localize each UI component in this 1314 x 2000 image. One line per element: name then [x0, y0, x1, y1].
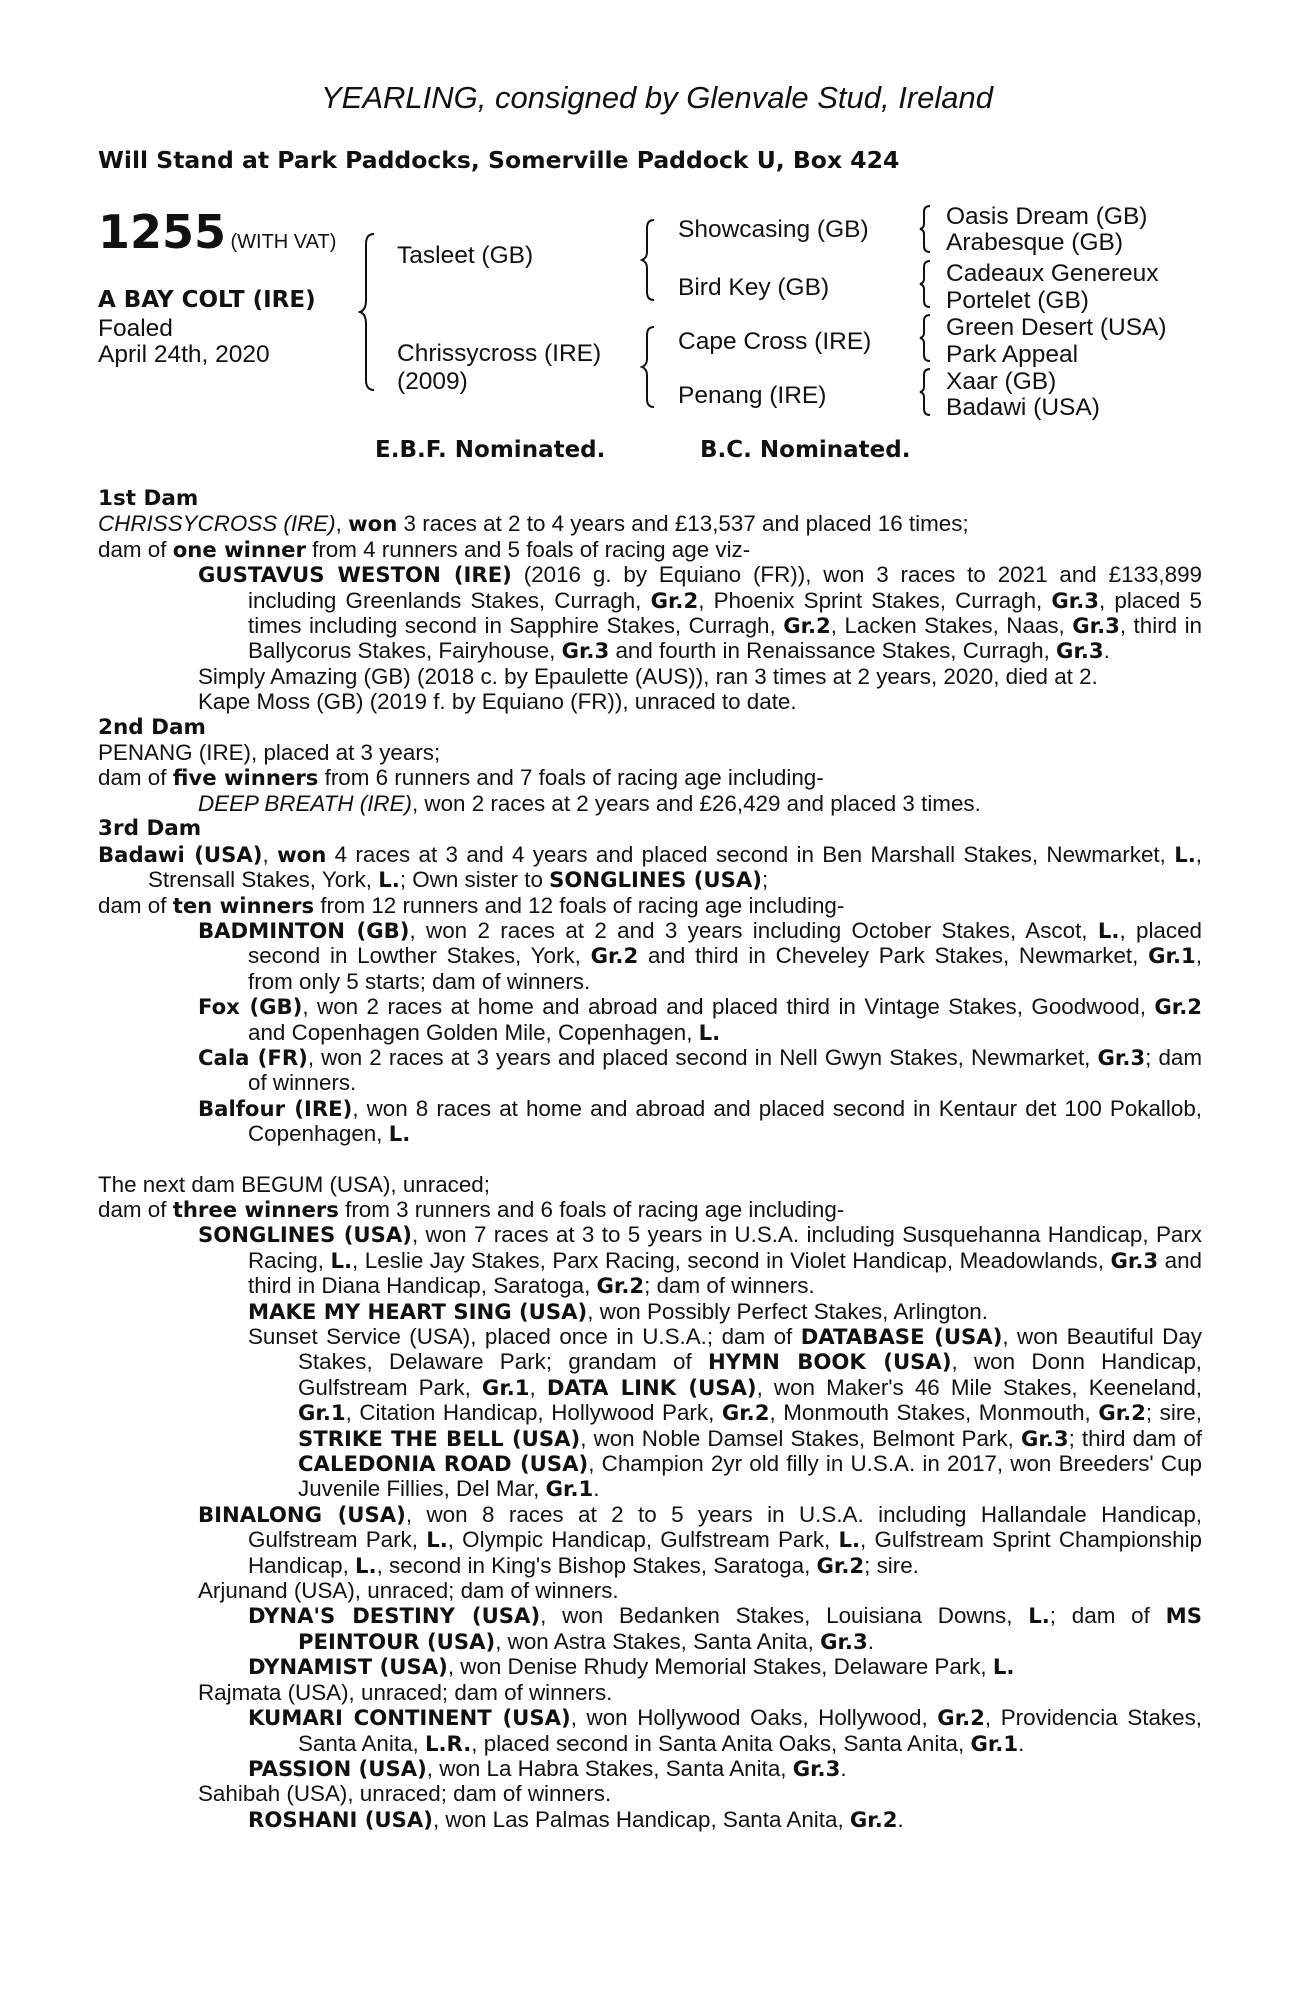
pedigree-brace-dam	[640, 325, 658, 409]
produce-record	[98, 486, 1202, 1832]
pedigree-sire-sire: Showcasing (GB)	[678, 216, 869, 243]
produce-entry: BINALONG (USA), won 8 races at 2 to 5 years in U.S.A. including Hallandale Handicap, Gulfstream Park, L., Olympic Handicap, Gulfstream Park, L., Gulfstream Sprint Championship Handicap, L., second in King's Bishop Stakes, Saratoga, Gr.2; sire.	[198, 1501, 1203, 1578]
produce-entry: KUMARI CONTINENT (USA), won Hollywood Oaks, Hollywood, Gr.2, Providencia Stakes, Santa Anita, L.R., placed second in Santa Anita Oaks, Santa Anita, Gr.1.	[248, 1705, 1202, 1756]
pedigree-sdd: Portelet (GB)	[946, 287, 1089, 314]
pedigree-sss: Oasis Dream (GB)	[946, 203, 1148, 230]
pedigree-brace-main	[358, 232, 378, 392]
second-dam-line: PENANG (IRE), placed at 3 years;	[98, 740, 441, 766]
pedigree-dam-dam: Penang (IRE)	[678, 382, 827, 409]
produce-entry: DYNA'S DESTINY (USA), won Bedanken Stakes, Louisiana Downs, L.; dam of MS PEINTOUR (USA), won Astra Stakes, Santa Anita, Gr.3.	[248, 1603, 1202, 1654]
first-dam-line: CHRISSYCROSS (IRE), won 3 races at 2 to 4 years and £13,537 and placed 16 times;	[98, 511, 969, 537]
pedigree-brace-ss	[918, 204, 934, 254]
pedigree-dam-sire: Cape Cross (IRE)	[678, 328, 872, 355]
pedigree-brace-ds	[918, 313, 934, 363]
produce-entry: Kape Moss (GB) (2019 f. by Equiano (FR)), unraced to date.	[198, 689, 797, 715]
bc-nomination: B.C. Nominated.	[700, 437, 911, 463]
pedigree-sire: Tasleet (GB)	[397, 242, 534, 269]
ebf-nomination: E.B.F. Nominated.	[375, 437, 606, 463]
produce-entry: Sahibah (USA), unraced; dam of winners.	[198, 1781, 612, 1807]
pedigree-brace-dd	[918, 367, 934, 417]
produce-entry: Balfour (IRE), won 8 races at home and abroad and placed second in Kentaur det 100 Pokallob, Copenhagen, L.	[198, 1095, 1202, 1147]
produce-entry: SONGLINES (USA), won 7 races at 3 to 5 years in U.S.A. including Susquehanna Handicap, Parx Racing, L., Leslie Jay Stakes, Parx Racing, second in Violet Handicap, Meadowlands, Gr.3 and third in Diana Handicap, Saratoga, Gr.2; dam of winners.	[198, 1222, 1202, 1299]
produce-entry: Fox (GB), won 2 races at home and abroad and placed third in Vintage Stakes, Goodwood, Gr.2 and Copenhagen Golden Mile, Copenhagen, L.	[198, 994, 1203, 1045]
produce-entry: Rajmata (USA), unraced; dam of winners.	[198, 1679, 613, 1705]
lot-number-line	[98, 205, 336, 259]
produce-entry: ROSHANI (USA), won Las Palmas Handicap, Santa Anita, Gr.2.	[248, 1806, 904, 1832]
third-dam-line: Badawi (USA), won 4 races at 3 and 4 years and placed second in Ben Marshall Stakes, Newmarket, L., Strensall Stakes, York, L.; Own sister to SONGLINES (USA);	[98, 841, 1202, 893]
foaled-label: Foaled	[98, 315, 173, 342]
pedigree-dam: Chrissycross (IRE)	[397, 340, 602, 367]
pedigree-ddd: Badawi (USA)	[946, 394, 1100, 421]
produce-entry: MAKE MY HEART SING (USA), won Possibly Perfect Stakes, Arlington.	[248, 1298, 988, 1324]
produce-entry: BADMINTON (GB), won 2 races at 2 and 3 years including October Stakes, Ascot, L., placed second in Lowther Stakes, York, Gr.2 and third in Cheveley Park Stakes, Newmarket, Gr.1, from only 5 starts; dam of winners.	[198, 917, 1202, 994]
pedigree-brace-sd	[918, 259, 934, 309]
pedigree-dds: Xaar (GB)	[946, 368, 1057, 395]
pedigree-dsd: Park Appeal	[946, 341, 1079, 368]
page-title: YEARLING, consigned by Glenvale Stud, Ireland	[320, 80, 994, 115]
lot-number: 1255	[98, 205, 227, 259]
first-dam-heading: 1st Dam	[98, 486, 199, 511]
location-line: Will Stand at Park Paddocks, Somerville Paddock U, Box 424	[98, 146, 900, 174]
produce-entry: GUSTAVUS WESTON (IRE) (2016 g. by Equiano (FR)), won 3 races to 2021 and £133,899 including Greenlands Stakes, Curragh, Gr.2, Phoenix Sprint Stakes, Curragh, Gr.3, placed 5 times including second in Sapphire Stakes, Curragh, Gr.2, Lacken Stakes, Naas, Gr.3, third in Ballycorus Stakes, Fairyhouse, Gr.3 and fourth in Renaissance Stakes, Curragh, Gr.3.	[198, 562, 1202, 664]
pedigree-dam-year: (2009)	[397, 368, 468, 395]
produce-entry: Sunset Service (USA), placed once in U.S.A.; dam of DATABASE (USA), won Beautiful Day Stakes, Delaware Park; grandam of HYMN BOOK (USA), won Donn Handicap, Gulfstream Park, Gr.1, DATA LINK (USA), won Maker's 46 Mile Stakes, Keeneland, Gr.1, Citation Handicap, Hollywood Park, Gr.2, Monmouth Stakes, Monmouth, Gr.2; sire, STRIKE THE BELL (USA), won Noble Damsel Stakes, Belmont Park, Gr.3; third dam of CALEDONIA ROAD (USA), Champion 2yr old filly in U.S.A. in 2017, won Breeders' Cup Juvenile Fillies, Del Mar, Gr.1.	[248, 1324, 1203, 1502]
second-dam-heading: 2nd Dam	[98, 714, 206, 740]
foaled-date: April 24th, 2020	[98, 341, 270, 368]
produce-entry: PASSION (USA), won La Habra Stakes, Santa Anita, Gr.3.	[248, 1755, 847, 1781]
third-dam-heading: 3rd Dam	[98, 816, 202, 842]
third-dam-summary: dam of ten winners from 12 runners and 12 foals of racing age including-	[98, 892, 845, 918]
second-dam-summary: dam of five winners from 6 runners and 7 foals of racing age including-	[98, 765, 824, 791]
vat-note: (WITH VAT)	[230, 231, 337, 253]
lot-description: A BAY COLT (IRE)	[98, 287, 316, 313]
fourth-dam-line: The next dam BEGUM (USA), unraced;	[98, 1171, 490, 1197]
pedigree-sds: Cadeaux Genereux	[946, 260, 1159, 287]
produce-entry: Cala (FR), won 2 races at 3 years and placed second in Nell Gwyn Stakes, Newmarket, Gr.3; dam of winners.	[198, 1044, 1202, 1096]
pedigree-dss: Green Desert (USA)	[946, 314, 1167, 341]
pedigree-ssd: Arabesque (GB)	[946, 229, 1124, 256]
produce-entry: Simply Amazing (GB) (2018 c. by Epaulette (AUS)), ran 3 times at 2 years, 2020, died at 2.	[198, 663, 1098, 689]
pedigree-brace-sire	[640, 218, 658, 302]
produce-entry: DEEP BREATH (IRE), won 2 races at 2 years and £26,429 and placed 3 times.	[198, 790, 981, 816]
fourth-dam-summary: dam of three winners from 3 runners and 6 foals of racing age including-	[98, 1196, 845, 1222]
produce-entry: DYNAMIST (USA), won Denise Rhudy Memorial Stakes, Delaware Park, L.	[248, 1654, 1015, 1680]
produce-entry: Arjunand (USA), unraced; dam of winners.	[198, 1578, 619, 1604]
first-dam-summary: dam of one winner from 4 runners and 5 foals of racing age viz-	[98, 536, 751, 562]
pedigree-sire-dam: Bird Key (GB)	[678, 274, 830, 301]
